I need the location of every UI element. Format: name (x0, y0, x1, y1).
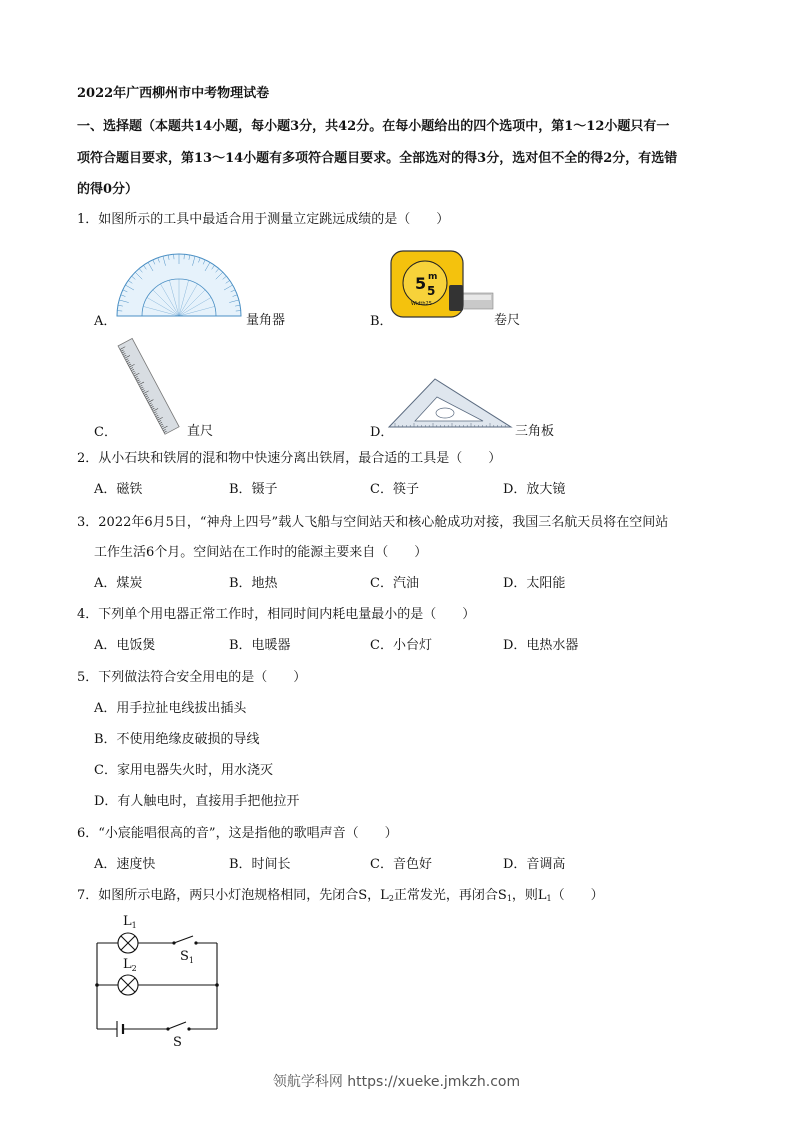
q3-option-c: C．汽油 (370, 576, 419, 591)
q3-option-a: A．煤炭 (94, 576, 143, 591)
q2-option-b: B．镊子 (229, 482, 278, 497)
q4-option-b: B．电暖器 (229, 638, 291, 653)
question-3-stem-line2: 工作生活6个月。空间站在工作时的能源主要来自（ ） (94, 545, 428, 560)
question-5-stem: 5．下列做法符合安全用电的是（ ） (77, 670, 307, 685)
q5-option-b: B．不使用绝缘皮破损的导线 (94, 732, 260, 747)
q2-option-d: D．放大镜 (503, 482, 566, 497)
q1-option-b-label: 卷尺 (494, 313, 521, 328)
tape-measure-image (385, 245, 495, 320)
q6-option-b: B．时间长 (229, 857, 291, 872)
q6-option-a: A．速度快 (94, 857, 156, 872)
question-7-stem: 7．如图所示电路，两只小灯泡规格相同，先闭合S，$L_2$正常发光，再闭合$S_1$，则$L_1$（ ） (77, 888, 604, 903)
page-footer-watermark: 领航学科网 https://xueke.jmkzh.com (272, 1074, 521, 1090)
svg-text:Width25: Width25 (411, 301, 432, 307)
q6-option-d: D．音调高 (503, 857, 566, 872)
q2-option-c: C．筷子 (370, 482, 419, 497)
q1-option-d-label: 三角板 (515, 424, 555, 439)
q4-option-d: D．电热水器 (503, 638, 579, 653)
svg-text:5: 5 (415, 274, 427, 293)
ruler-image (112, 338, 187, 433)
section-header-line1: 一、选择题（本题共14小题，每小题3分，共42分。在每小题给出的四个选项中，第1～12小题只有一 (77, 119, 670, 134)
svg-text:S: S (173, 1035, 182, 1050)
q5-option-d: D．有人触电时，直接用手把他拉开 (94, 794, 300, 809)
circuit-diagram (90, 912, 225, 1052)
q1-option-b-letter: B． (370, 314, 393, 329)
q1-option-d-letter: D． (370, 425, 394, 440)
q6-option-c: C．音色好 (370, 857, 432, 872)
q4-option-c: C．小台灯 (370, 638, 432, 653)
q1-option-c-label: 直尺 (187, 424, 214, 439)
question-1-stem: 1．如图所示的工具中最适合用于测量立定跳远成绩的是（ ） (77, 212, 450, 227)
q3-option-d: D．太阳能 (503, 576, 566, 591)
svg-text:5: 5 (427, 284, 436, 298)
q3-option-b: B．地热 (229, 576, 278, 591)
q5-option-c: C．家用电器失火时，用水浇灭 (94, 763, 273, 778)
q1-option-a-letter: A． (94, 314, 117, 329)
q5-option-a: A．用手拉扯电线拔出插头 (94, 701, 247, 716)
question-6-stem: 6．“小宸能唱很高的音”，这是指他的歌唱声音（ ） (77, 826, 398, 841)
q1-option-a-label: 量角器 (246, 313, 286, 328)
question-3-stem-line1: 3．2022年6月5日，“神舟上四号”载人飞船与空间站天和核心舱成功对接，我国三名航天员将在空间站 (77, 515, 669, 530)
q4-option-a: A．电饭煲 (94, 638, 156, 653)
set-square-image (385, 377, 515, 432)
svg-text:L1: $L_1$ (123, 914, 137, 930)
q2-option-a: A．磁铁 (94, 482, 143, 497)
question-4-stem: 4．下列单个用电器正常工作时，相同时间内耗电量最小的是（ ） (77, 607, 476, 622)
section-header-line3: 的得0分） (77, 182, 139, 197)
exam-title: 2022年广西柳州市中考物理试卷 (77, 86, 270, 101)
svg-text:S1: $S_1$ (180, 949, 194, 965)
question-2-stem: 2．从小石块和铁屑的混和物中快速分离出铁屑，最合适的工具是（ ） (77, 451, 502, 466)
section-header-line2: 项符合题目要求，第13～14小题有多项符合题目要求。全部选对的得3分，选对但不全的得2分，有选错 (77, 151, 678, 166)
svg-text:m: m (428, 272, 438, 282)
q1-option-c-letter: C． (94, 425, 117, 440)
svg-text:L2: $L_2$ (123, 957, 137, 973)
protractor-image (112, 250, 247, 320)
